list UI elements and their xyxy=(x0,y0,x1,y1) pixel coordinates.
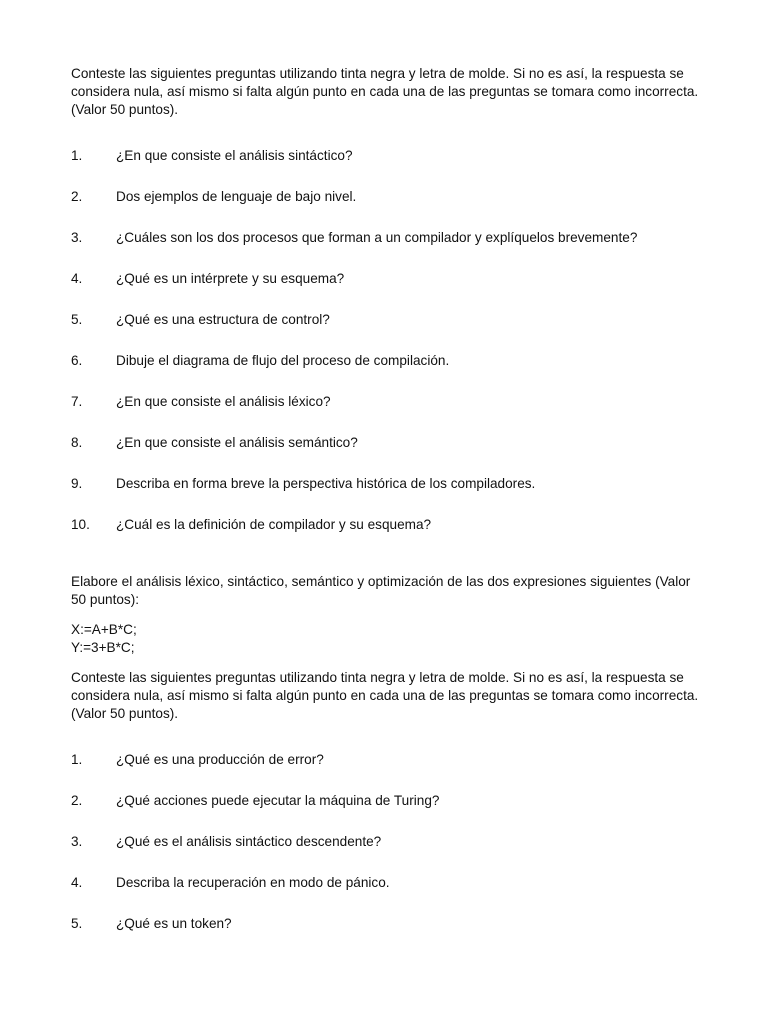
question-text: Dos ejemplos de lenguaje de bajo nivel. xyxy=(116,189,357,204)
question-text: ¿Qué es el análisis sintáctico descendente? xyxy=(116,834,382,849)
expression: Y:=3+B*C; xyxy=(71,640,135,655)
question-number: 1. xyxy=(71,752,83,767)
question-number: 1. xyxy=(71,148,83,163)
expressions-block xyxy=(71,621,137,657)
question-text: Describa en forma breve la perspectiva histórica de los compiladores. xyxy=(116,476,536,491)
question-number: 7. xyxy=(71,394,83,409)
question-text: ¿Cuáles son los dos procesos que forman a un compilador y explíquelos brevemente? xyxy=(116,230,638,245)
instructions-line: (Valor 50 puntos). xyxy=(71,102,179,117)
instructions-line: (Valor 50 puntos). xyxy=(71,706,179,721)
section3-instructions xyxy=(71,669,721,723)
instructions-line: Conteste las siguientes preguntas utilizando tinta negra y letra de molde. Si no es así, la respuesta se xyxy=(71,670,684,685)
question-number: 4. xyxy=(71,875,83,890)
question-number: 5. xyxy=(71,312,83,327)
section2-instructions xyxy=(71,573,721,609)
instructions-line: Elabore el análisis léxico, sintáctico, semántico y optimización de las dos expresiones siguientes (Valor xyxy=(71,574,691,589)
question-number: 8. xyxy=(71,435,83,450)
question-number: 10. xyxy=(71,517,90,532)
question-number: 9. xyxy=(71,476,83,491)
question-number: 4. xyxy=(71,271,83,286)
question-text: ¿Cuál es la definición de compilador y su esquema? xyxy=(116,517,432,532)
question-number: 2. xyxy=(71,189,83,204)
question-text: Dibuje el diagrama de flujo del proceso de compilación. xyxy=(116,353,450,368)
section1-instructions xyxy=(71,65,721,119)
question-text: ¿Qué es un intérprete y su esquema? xyxy=(116,271,345,286)
expression: X:=A+B*C; xyxy=(71,622,137,637)
question-number: 6. xyxy=(71,353,83,368)
question-number: 3. xyxy=(71,230,83,245)
question-text: ¿Qué es una estructura de control? xyxy=(116,312,330,327)
question-text: ¿En que consiste el análisis semántico? xyxy=(116,435,358,450)
instructions-line: considera nula, así mismo si falta algún punto en cada una de las preguntas se tomara como incorrecta. xyxy=(71,688,699,703)
question-text: ¿En que consiste el análisis sintáctico? xyxy=(116,148,353,163)
question-number: 5. xyxy=(71,916,83,931)
question-number: 3. xyxy=(71,834,83,849)
instructions-line: 50 puntos): xyxy=(71,592,140,607)
question-text: ¿Qué es un token? xyxy=(116,916,232,931)
question-text: ¿Qué acciones puede ejecutar la máquina de Turing? xyxy=(116,793,440,808)
instructions-line: Conteste las siguientes preguntas utilizando tinta negra y letra de molde. Si no es así, la respuesta se xyxy=(71,66,684,81)
instructions-line: considera nula, así mismo si falta algún punto en cada una de las preguntas se tomara como incorrecta. xyxy=(71,84,699,99)
question-text: Describa la recuperación en modo de pánico. xyxy=(116,875,390,890)
question-number: 2. xyxy=(71,793,83,808)
question-text: ¿Qué es una producción de error? xyxy=(116,752,324,767)
question-text: ¿En que consiste el análisis léxico? xyxy=(116,394,331,409)
